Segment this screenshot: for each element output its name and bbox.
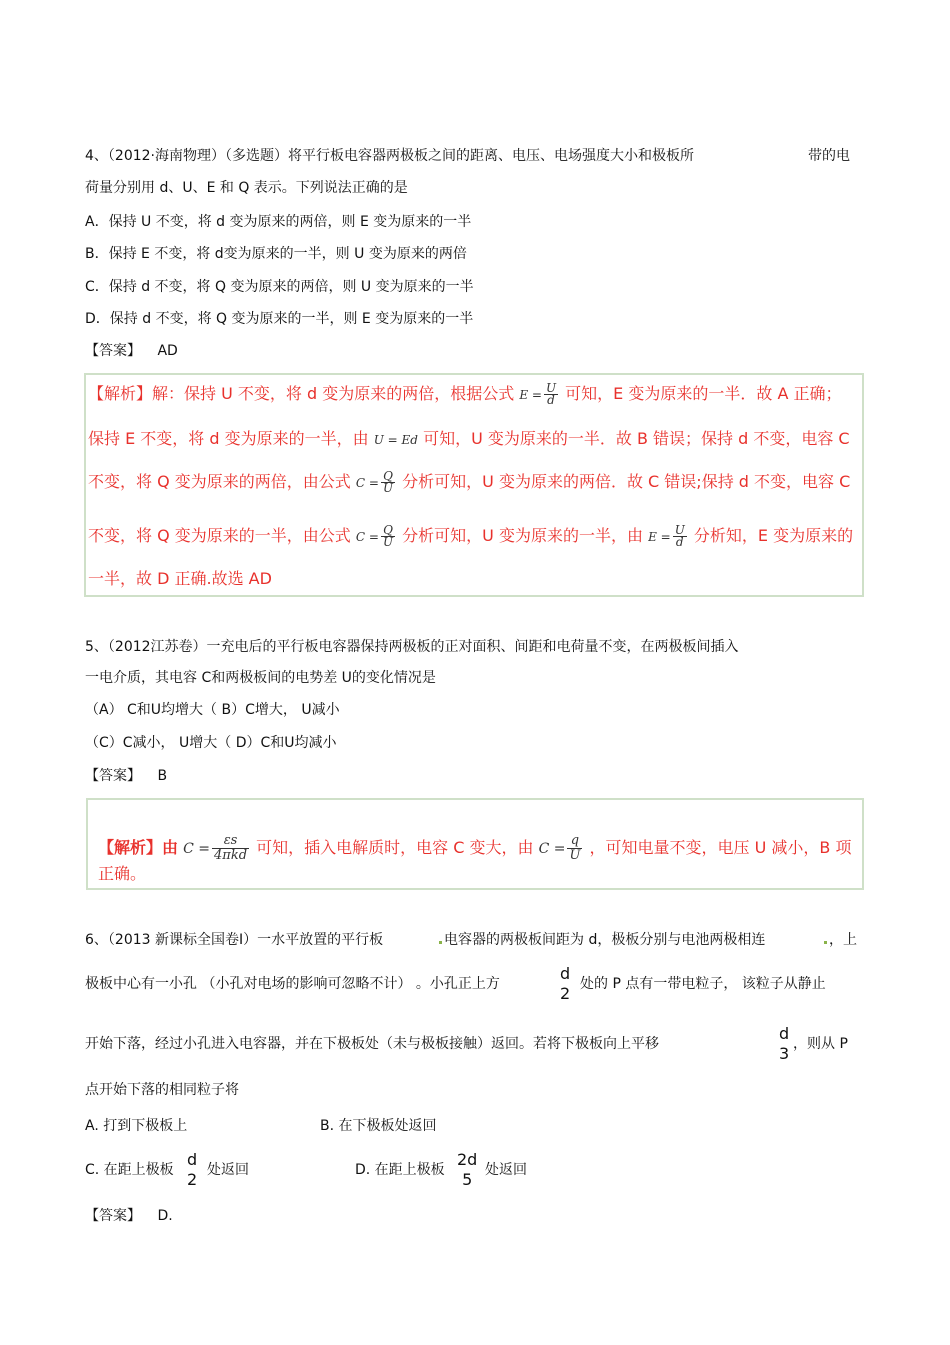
q5-line2: 一电介质，其电容 C和两极板间的电势差 U的变化情况是 [85,670,436,686]
answer-label: 【答案】 [85,1208,141,1224]
answer-label: 【答案】 [85,768,141,784]
q6-option-d: D. 在距上极板 [355,1162,445,1178]
q4-line1: 4、（2012·海南物理）（多选题）将平行板电容器两极板之间的距离、电压、电场强度大小和极板所 [85,148,694,164]
q6-line3b: ，则从 P [793,1036,848,1052]
q6-option-d-end: 处返回 [485,1162,527,1178]
q4-exp-line3: 不变，将 Q 变为原来的两倍，由公式 C = $\frac{Q}{U}$ 分析可知，U 变为原来的两倍．故 C 错误;保持 d 不变，电容 C [88,469,851,495]
q6-line1b: 电容器的两极板间距为 d，极板分别与电池两极相连 [437,931,765,949]
answer-value: AD [157,343,178,359]
q4-option-a: A．保持 U 不变，将 d 变为原来的两倍，则 E 变为原来的一半 [85,214,472,230]
q6-fraction-d-over-3: d 3 [779,1024,790,1063]
answer-label: 【答案】 [85,343,141,359]
q6-line1a: 6、（2013 新课标全国卷Ⅰ）一水平放置的平行板 [85,932,384,948]
q4-explanation-box [84,373,864,597]
q5-exp-line1: 【解析】由 C = $\frac{\varepsilon s}{\text{4πkd}}$ 可知，插入电解质时，电容 C 变大，由 C = $\frac{q}{U}$ ，可知电量不变，电压 U 减小，B 项 [98,833,852,863]
q4-option-d: D．保持 d 不变，将 Q 变为原来的一半，则 E 变为原来的一半 [85,311,474,327]
q5-answer [85,767,167,785]
q4-line1-end: 带的电 [808,148,850,164]
answer-value: D. [157,1208,173,1224]
answer-value: B [157,768,168,784]
q6-line1c: ，上 [822,931,857,949]
q4-exp-line1: 【解析】解：保持 U 不变，将 d 变为原来的两倍，根据公式 E = $\frac{U}{d}$ 可知，E 变为原来的一半．故 A 正确； [88,381,842,407]
q5-options-cd: （C）C减小， U增大（ D）C和U均减小 [85,735,337,751]
q6-option-c-fraction: d 2 [187,1150,198,1189]
q6-option-c-end: 处返回 [207,1162,249,1178]
q4-option-c: C．保持 d 不变，将 Q 变为原来的两倍，则 U 变为原来的一半 [85,279,474,295]
q4-option-b: B．保持 E 不变，将 d变为原来的一半，则 U 变为原来的两倍 [85,246,467,262]
q6-line3a: 开始下落，经过小孔进入电容器，并在下极板处（未与极板接触）返回。若将下极板向上平移 [85,1036,659,1052]
q6-option-d-fraction: 2d 5 [457,1150,478,1189]
q4-exp-line2: 保持 E 不变，将 d 变为原来的一半，由 U = Ed 可知，U 变为原来的一半．故 B 错误；保持 d 不变，电容 C [88,429,850,448]
q5-exp-line2: 正确。 [98,864,147,883]
q4-answer [85,342,178,360]
q6-option-b: B. 在下极板处返回 [320,1118,437,1134]
q6-fraction-d-over-2: d 2 [560,964,571,1003]
q5-line1: 5、（2012江苏卷）一充电后的平行板电容器保持两极板的正对面积、间距和电荷量不变，在两极板间插入 [85,639,739,655]
q4-exp-line4: 不变，将 Q 变为原来的一半，由公式 C = $\frac{Q}{U}$ 分析可知，U 变为原来的一半，由 E = $\frac{U}{d}$ 分析知，E 变为原来的 [88,523,854,549]
q4-exp-line5: 一半，故 D 正确.故选 AD [88,569,272,588]
q6-line2b: 处的 P 点有一带电粒子， 该粒子从静止 [580,976,826,992]
q6-line2a: 极板中心有一小孔 （小孔对电场的影响可忽略不计） 。小孔正上方 [85,976,500,992]
q5-explanation-box [86,798,864,890]
q6-option-c: C. 在距上极板 [85,1162,174,1178]
q6-option-a: A. 打到下极板上 [85,1118,188,1134]
q4-line2: 荷量分别用 d、U、E 和 Q 表示。下列说法正确的是 [85,180,408,196]
q6-line4: 点开始下落的相同粒子将 [85,1082,239,1098]
q5-options-ab: （A） C和U均增大（ B）C增大， U减小 [85,702,340,718]
q6-answer [85,1207,173,1225]
